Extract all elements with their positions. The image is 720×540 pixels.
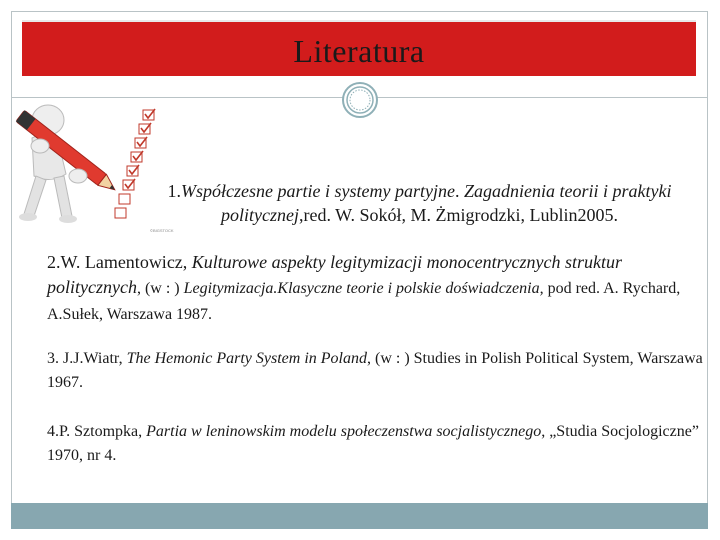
reference-1-title-part1: Współczesne partie i systemy partyjne xyxy=(181,181,455,201)
reference-2-in: , (w : ) xyxy=(136,280,184,297)
reference-2 xyxy=(47,250,707,327)
reference-1 xyxy=(132,179,707,227)
reference-1-title-part2: Zagadnienia teorii i praktyki politycznej xyxy=(221,181,672,225)
reference-3-title: The Hemonic Party System in Poland xyxy=(126,350,367,367)
reference-3-author: 3. J.J.Wiatr, xyxy=(47,350,127,367)
reference-1-number: 1. xyxy=(167,181,182,201)
reference-4 xyxy=(47,420,707,468)
reference-3-details: , (w : ) Studies in Polish Political System, Warszawa 1967. xyxy=(47,350,703,391)
slide-title: Literatura xyxy=(293,32,425,69)
reference-2-source: Legitymizacja.Klasyczne teorie i polskie doświadczenia, xyxy=(183,280,544,297)
circle-ornament-icon xyxy=(341,81,379,119)
reference-1-separator: . xyxy=(454,181,464,201)
reference-4-details: , „Studia Socjologiczne” 1970, nr 4. xyxy=(47,423,699,464)
reference-4-author: 4.P. Sztompka, xyxy=(47,423,147,440)
footer-bar xyxy=(11,503,708,529)
reference-4-title: Partia w leninowskim modelu społeczenstwa socjalistycznego xyxy=(146,423,542,440)
reference-3 xyxy=(47,347,707,395)
clipart-caption: ©BIGSTOCK xyxy=(150,228,174,233)
title-bar xyxy=(22,20,696,76)
reference-1-details: ,red. W. Sokół, M. Żmigrodzki, Lublin2005. xyxy=(298,205,618,225)
reference-2-details: pod red. A. Rychard, A.Sułek, Warszawa 1987. xyxy=(47,280,681,323)
reference-2-author: 2.W. Lamentowicz, xyxy=(47,252,192,272)
reference-2-title: Kulturowe aspekty legitymizacji monocentrycznych struktur politycznych xyxy=(47,252,623,297)
